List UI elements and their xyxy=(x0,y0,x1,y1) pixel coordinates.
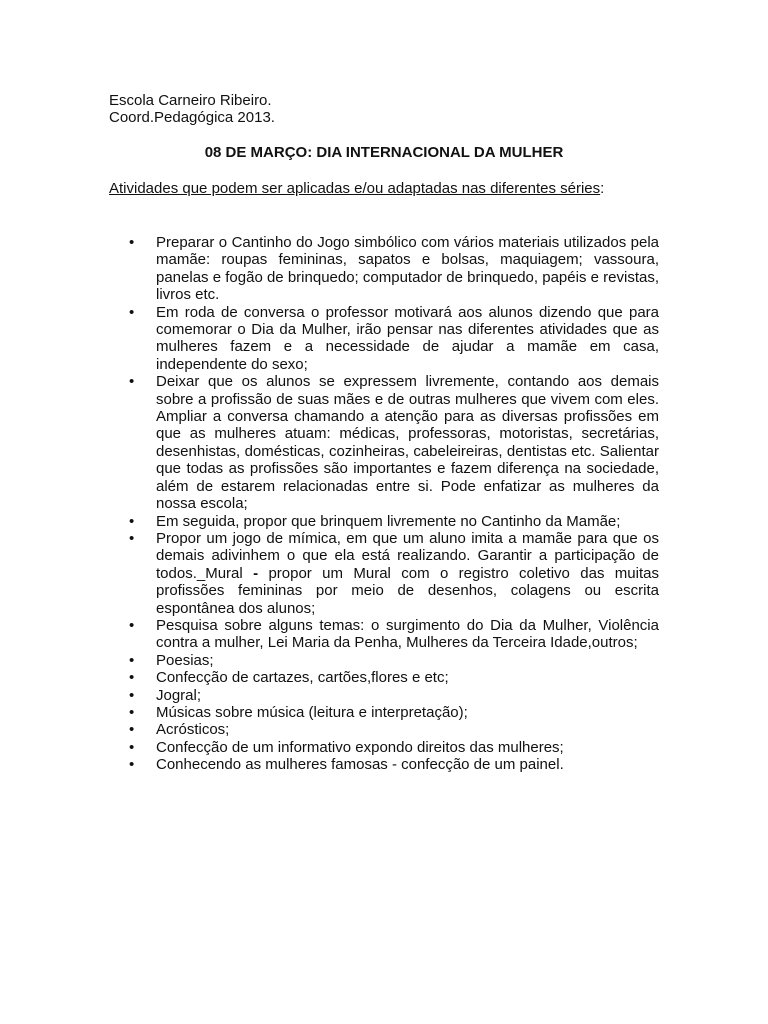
list-item: • Confecção de cartazes, cartões,flores e etc; xyxy=(129,669,659,686)
intro-colon: : xyxy=(600,180,605,197)
school-name: Escola Carneiro Ribeiro. xyxy=(109,92,272,109)
list-item xyxy=(129,530,659,617)
list-item: • Pesquisa sobre alguns temas: o surgimento do Dia da Mulher, Violência contra a mulher, Lei Maria da Penha, Mulheres da Terceira Idade,outros; xyxy=(129,617,659,652)
list-item: • Poesias; xyxy=(129,652,659,669)
mural-text-after: propor um Mural com o registro coletivo das muitas profissões femininas por meio de desenhos, colagens ou escrita espontânea dos alunos; xyxy=(156,564,659,617)
mural-text-before: Propor um jogo de mímica, em que um aluno imita a mamãe para que os demais adivinhem o que ela está realizando. Garantir a participação de todos._Mural xyxy=(156,529,659,582)
list-item: • Em seguida, propor que brinquem livremente no Cantinho da Mamãe; xyxy=(129,513,659,530)
document-title: 08 DE MARÇO: DIA INTERNACIONAL DA MULHER xyxy=(204,144,564,161)
list-item: • Acrósticos; xyxy=(129,721,659,738)
list-item: • Confecção de um informativo expondo direitos das mulheres; xyxy=(129,739,659,756)
mural-dash: - xyxy=(253,564,259,582)
list-item: • Deixar que os alunos se expressem livremente, contando aos demais sobre a profissão de suas mães e de outras mulheres que vivem com eles. Ampliar a conversa chamando a atenção para as diversas profissões em que as mulheres atuam: médicas, professoras, motoristas, secretárias, desenhistas, domésticas, cozinheiras, cabeleireiras, dentistas etc. Salientar que todas as profissões são importantes e fazem diferença na sociedade, além de estarem relacionadas entre si. Pode enfatizar as mulheres da nossa escola; xyxy=(129,373,659,512)
intro-text: Atividades que podem ser aplicadas e/ou adaptadas nas diferentes séries xyxy=(109,180,601,197)
list-item: • Em roda de conversa o professor motivará aos alunos dizendo que para comemorar o Dia da Mulher, irão pensar nas diferentes atividades que as mulheres fazem e a necessidade de ajudar a mamãe em casa, independente do sexo; xyxy=(129,304,659,374)
list-item: • Preparar o Cantinho do Jogo simbólico com vários materiais utilizados pela mamãe: roupas femininas, sapatos e bolsas, maquiagem; vassoura, panelas e fogão de brinquedo; computador de brinquedo, papéis e revistas, livros etc. xyxy=(129,234,659,304)
list-item: • Conhecendo as mulheres famosas - confecção de um painel. xyxy=(129,756,659,773)
list-item: • Músicas sobre música (leitura e interpretação); xyxy=(129,704,659,721)
activities-list xyxy=(129,234,659,774)
list-item: • Jogral; xyxy=(129,687,659,704)
intro-heading xyxy=(109,180,604,198)
coordination-line: Coord.Pedagógica 2013. xyxy=(109,109,275,126)
